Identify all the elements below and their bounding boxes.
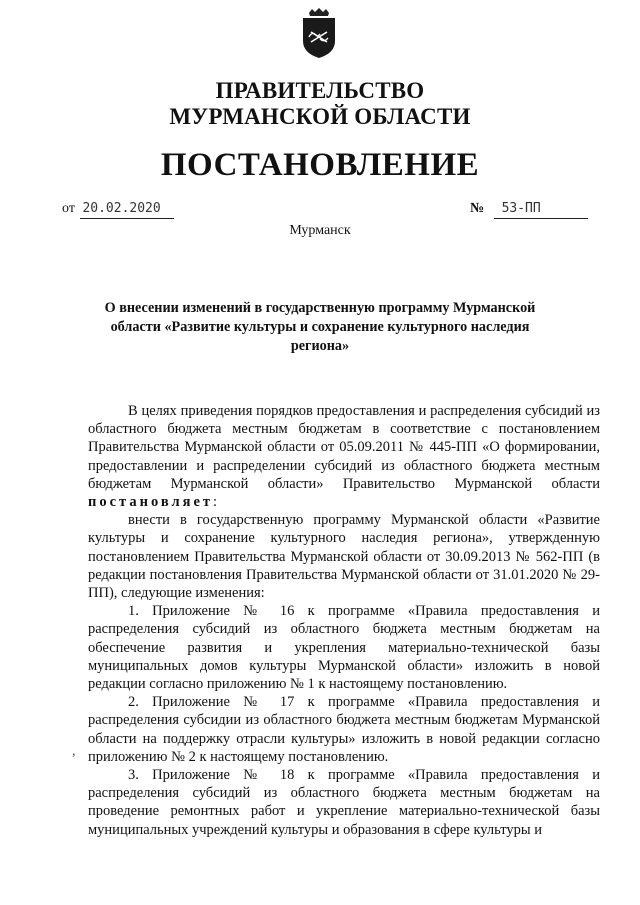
- date-value: 20.02.2020: [80, 200, 174, 219]
- paragraph-preamble: [88, 402, 600, 511]
- document-title: О внесении изменений в государственную программу Мурманской области «Развитие культуры и сохранение культурного наследия региона»: [104, 300, 536, 354]
- document-body: [88, 402, 600, 839]
- paragraph-item-2: 2. Приложение № 17 к программе «Правила предоставления и распределения субсидии из областного бюджета местным бюджетам Мурманской области на поддержку отрасли культуры» изложить в новой редакции согласно приложению № 2 к настоящему постановлению.: [88, 694, 600, 765]
- paragraph-item-3: 3. Приложение № 18 к программе «Правила предоставления и распределения субсидий из областного бюджета местным бюджетам на проведение ремонтных работ и укрепление материально-технической базы муниципальных учреждений культуры и образования в сфере культуры и: [88, 767, 600, 838]
- paragraph-item-1: 1. Приложение № 16 к программе «Правила предоставления и распределения субсидий из областного бюджета местным бюджетам на обеспечение развития и укрепления материально-технической базы муниципальных домов культуры Мурманской области» изложить в новой редакции согласно приложению № 1 к настоящему постановлению.: [88, 603, 600, 693]
- margin-mark: ,: [72, 744, 76, 759]
- preamble-text: В целях приведения порядков предоставления и распределения субсидий из областного бюджета местным бюджетам в соответствие с постановлением Правительства Мурманской области от 05.09.2011 № 445-ПП «О формировании, предоставлении и распределении субсидий из областного бюджета местным бюджетам Мурманской области» Правительство Мурманской области: [88, 403, 600, 492]
- date-prefix: от: [62, 201, 75, 216]
- number-prefix: №: [470, 201, 485, 216]
- document-type: ПОСТАНОВЛЕНИЕ: [160, 147, 480, 183]
- resolves-word: постановляет: [88, 494, 214, 511]
- date-field: [62, 200, 174, 219]
- number-field: [470, 200, 588, 219]
- number-value: 53-ПП: [494, 200, 588, 219]
- org-name-line2: МУРМАНСКОЙ ОБЛАСТИ: [169, 104, 471, 129]
- preamble-end: :: [213, 494, 218, 511]
- org-name-line1: ПРАВИТЕЛЬСТВО: [215, 78, 425, 103]
- coat-of-arms-icon: [300, 7, 338, 59]
- paragraph-main: внести в государственную программу Мурманской области «Развитие культуры и сохранение культурного наследия региона», утвержденную постановлением Правительства Мурманской области от 30.09.2013 № 562-ПП (в редакции постановления Правительства Мурманской области от 31.01.2020 № 29-ПП), следующие изменения:: [88, 512, 600, 602]
- city: Мурманск: [289, 223, 351, 238]
